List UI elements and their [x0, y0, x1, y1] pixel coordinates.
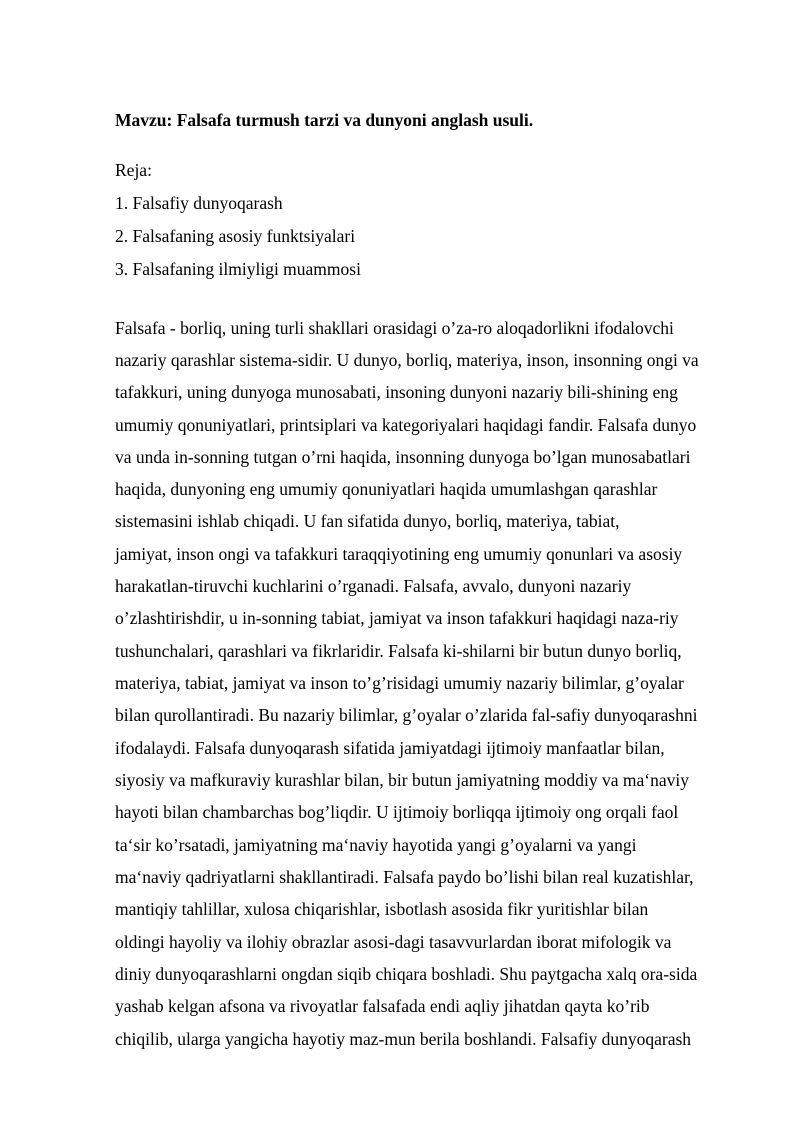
body-line: oldingi hayoliy va ilohiy obrazlar asosi-dagi tasavvurlardan iborat mifologik va	[115, 932, 672, 952]
document-title: Mavzu: Falsafa turmush tarzi va dunyoni anglash usuli.	[115, 110, 534, 130]
body-line: va unda in-sonning tutgan o’rni haqida, insonning dunyoga bo’lgan munosabatlari	[115, 447, 691, 467]
body-line: siyosiy va mafkuraviy kurashlar bilan, bir butun jamiyatning moddiy va ma‘naviy	[115, 770, 689, 790]
body-line: materiya, tabiat, jamiyat va inson to’g’risidagi umumiy nazariy bilimlar, g’oyalar	[115, 673, 684, 693]
body-line: mantiqiy tahlillar, xulosa chiqarishlar, isbotlash asosida fikr yuritishlar bilan	[115, 899, 649, 919]
body-line: tafakkuri, uning dunyoga munosabati, insoning dunyoni nazariy bili-shining eng	[115, 382, 678, 402]
plan-heading: Reja:	[115, 160, 152, 180]
body-line: umumiy qonuniyatlari, printsiplari va kategoriyalari haqidagi fandir. Falsafa dunyo	[115, 415, 697, 435]
body-line: Falsafa - borliq, uning turli shakllari orasidagi o’za-ro aloqadorlikni ifodalovchi	[115, 318, 674, 338]
body-line: bilan qurollantiradi. Bu nazariy bilimlar, g’oyalar o’zlarida fal-safiy dunyoqarashni	[115, 705, 698, 725]
body-line: yashab kelgan afsona va rivoyatlar falsafada endi aqliy jihatdan qayta ko’rib	[115, 996, 650, 1016]
body-line: hayoti bilan chambarchas bog’liqdir. U ijtimoiy borliqqa ijtimoiy ong orqali faol	[115, 802, 679, 822]
plan-item-3: 3. Falsafaning ilmiyligi muammosi	[115, 259, 361, 279]
body-line: ifodalaydi. Falsafa dunyoqarash sifatida jamiyatdagi ijtimoiy manfaatlar bilan,	[115, 738, 665, 758]
body-line: jamiyat, inson ongi va tafakkuri taraqqiyotining eng umumiy qonunlari va asosiy	[115, 544, 683, 564]
body-line: ma‘naviy qadriyatlarni shakllantiradi. Falsafa paydo bo’lishi bilan real kuzatishlar,	[115, 867, 694, 887]
body-line: nazariy qarashlar sistema-sidir. U dunyo, borliq, materiya, inson, insonning ongi va	[115, 350, 699, 370]
body-line: ta‘sir ko’rsatadi, jamiyatning ma‘naviy hayotida yangi g’oyalarni va yangi	[115, 835, 637, 855]
body-line: harakatlan-tiruvchi kuchlarini o’rganadi. Falsafa, avvalo, dunyoni nazariy	[115, 576, 632, 596]
body-line: chiqilib, ularga yangicha hayotiy maz-mun berila boshlandi. Falsafiy dunyoqarash	[115, 1029, 692, 1049]
body-line: sistemasini ishlab chiqadi. U fan sifatida dunyo, borliq, materiya, tabiat,	[115, 511, 620, 531]
plan-item-1: 1. Falsafiy dunyoqarash	[115, 193, 283, 213]
body-line: tushunchalari, qarashlari va fikrlaridir. Falsafa ki-shilarni bir butun dunyo borliq,	[115, 641, 682, 661]
body-line: diniy dunyoqarashlarni ongdan siqib chiqara boshladi. Shu paytgacha xalq ora-sida	[115, 964, 698, 984]
plan-item-2: 2. Falsafaning asosiy funktsiyalari	[115, 226, 356, 246]
body-line: haqida, dunyoning eng umumiy qonuniyatlari haqida umumlashgan qarashlar	[115, 479, 658, 499]
body-line: o’zlashtirishdir, u in-sonning tabiat, jamiyat va inson tafakkuri haqidagi naza-riy	[115, 608, 679, 628]
